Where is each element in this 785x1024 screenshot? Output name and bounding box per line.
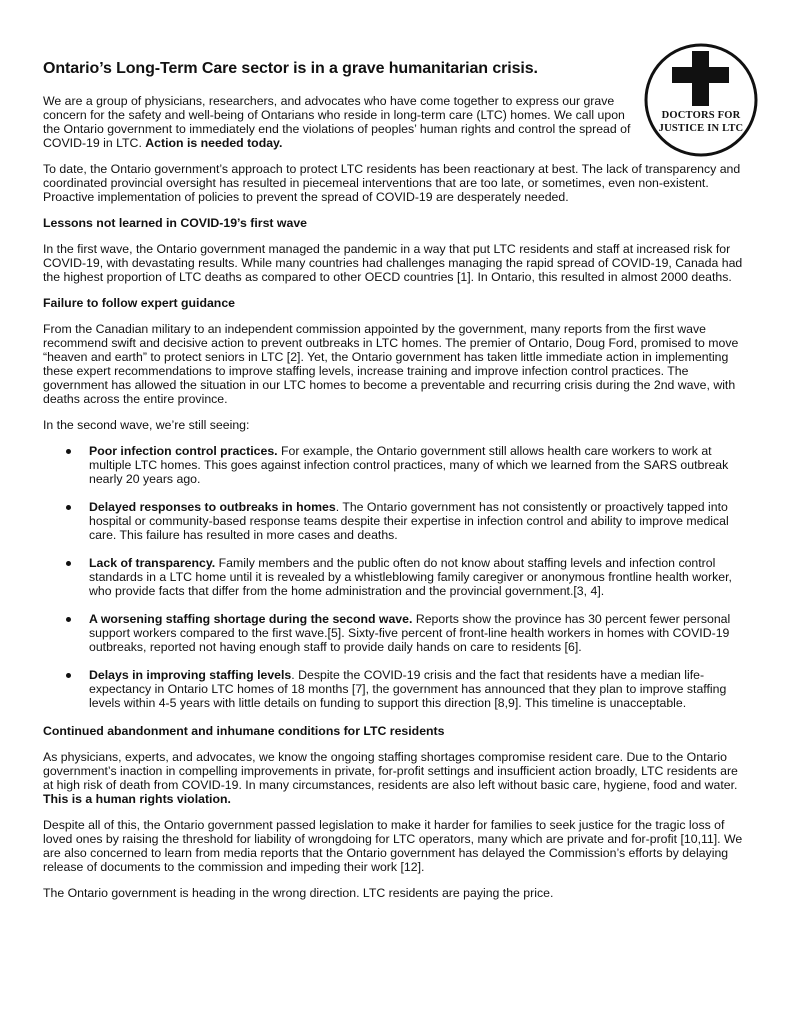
first-wave-paragraph: In the first wave, the Ontario government managed the pandemic in a way that put LTC residents and staff at increased risk for COVID-19, with devastating results. While many countries had challenges managing the rapid spread of COVID-19, Canada had the highest proportion of LTC deaths as compared to other OECD countries [1]. In Ontario, this resulted in almost 2000 deaths.: [43, 242, 743, 284]
list-item: Lack of transparency. Family members and the public often do not know about staffing levels and infection control standards in a LTC home until it is revealed by a whistleblowing family caregiver or anonymous frontline health worker, who provide facts that differ from the home administration and the provincial government.[3, 4].: [89, 556, 748, 598]
letter-body: [43, 94, 748, 912]
expert-guidance-paragraph: From the Canadian military to an independent commission appointed by the government, many reports from the first wave recommend swift and decisive action to prevent outbreaks in LTC homes. The premier of Ontario, Doug Ford, promised to move “heaven and earth” to protect seniors in LTC [2]. Yet, the Ontario government has taken little immediate action in implementing these expert recommendations to improve staffing levels, increase training and improve infection control practices. The government has allowed the situation in our LTC homes to become a preventable and recurring crisis during the 2nd wave, with deaths across the entire province.: [43, 322, 739, 406]
second-wave-lead: In the second wave, we’re still seeing:: [43, 418, 250, 432]
list-item: Delayed responses to outbreaks in homes. The Ontario government has not consistently or proactively tapped into hospital or community-based response teams despite their expertise in infection control and ability to improve medical care. This failure has resulted in more cases and deaths.: [89, 500, 748, 542]
logo-text-line2: JUSTICE IN LTC: [658, 123, 744, 134]
intro-paragraph: We are a group of physicians, researchers, and advocates who have come together to express our grave concern for the safety and well-being of Ontarians who reside in long-term care (LTC) homes. We call upon the Ontario government to immediately end the violations of peoples’ human rights and control the spread of COVID-19 in LTC. Action is needed today.: [43, 94, 631, 150]
legislation-paragraph: Despite all of this, the Ontario government passed legislation to make it harder for families to seek justice for the tragic loss of loved ones by raising the threshold for liability of wrongdoing for LTC operators, many which are private and for-profit [10,11]. We are also concerned to learn from media reports that the Ontario government has delayed the Commission’s efforts by delaying release of documents to the commission and impeding their work [12].: [43, 818, 743, 874]
section-heading-first-wave: Lessons not learned in COVID-19’s first wave: [43, 216, 308, 230]
list-item: Poor infection control practices. For example, the Ontario government still allows health care workers to work at multiple LTC homes. This goes against infection control practices, many of which we learned from the SARS outbreak nearly 20 years ago.: [89, 444, 748, 486]
logo-text-line1: DOCTORS FOR: [661, 110, 741, 121]
list-item: A worsening staffing shortage during the second wave. Reports show the province has 30 percent fewer personal support workers compared to the first wave.[5]. Sixty-five percent of front-line health workers in homes with COVID-19 outbreaks, reported not having enough staff to provide daily hands on care to residents [6].: [89, 612, 748, 654]
approach-paragraph: To date, the Ontario government’s approach to protect LTC residents has been reactionary at best. The lack of transparency and coordinated provincial oversight has resulted in piecemeal interventions that are too late, or sometimes, even non-existent. Proactive implementation of policies to prevent the spread of COVID-19 are desperately needed.: [43, 162, 741, 204]
page-title: Ontario’s Long-Term Care sector is in a grave humanitarian crisis.: [43, 60, 538, 77]
human-rights-emphasis: This is a human rights violation.: [43, 792, 231, 806]
intro-emphasis: Action is needed today.: [145, 136, 283, 150]
list-item: Delays in improving staffing levels. Despite the COVID-19 crisis and the fact that residents have a median life-expectancy in Ontario LTC homes of 18 months [7], the government has announced that they plan to improve staffing levels within 4-5 years with little details on funding to support this direction [8,9]. This timeline is unacceptable.: [89, 668, 748, 710]
second-wave-list: [43, 444, 748, 710]
closing-paragraph: The Ontario government is heading in the wrong direction. LTC residents are paying the price.: [43, 886, 554, 900]
section-heading-abandonment: Continued abandonment and inhumane conditions for LTC residents: [43, 724, 445, 738]
abandonment-paragraph: As physicians, experts, and advocates, we know the ongoing staffing shortages compromise resident care. Due to the Ontario government’s inaction in compelling improvements in private, for-profit settings and insufficient action broadly, LTC residents are at high risk of death from COVID-19. In many circumstances, residents are also left without basic care, hygiene, food and water. This is a human rights violation.: [43, 750, 738, 806]
section-heading-expert-guidance: Failure to follow expert guidance: [43, 296, 235, 310]
